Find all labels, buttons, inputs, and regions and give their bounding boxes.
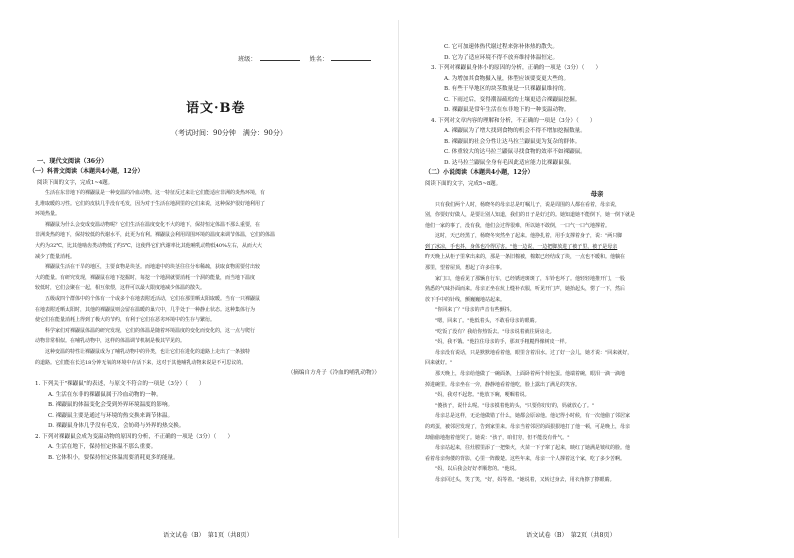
passage-line: "妈，以后我会好好孝顺您的。"他说。 [435,466,520,473]
passage-line: 却偷偷地抱着他哭了。她说："孩子，咱们穷，但不能没有骨气。" [425,434,570,441]
q4-option-d[interactable]: D. 达马拉兰鼹鼠全身有毛因此适应能力比裸鼹鼠强。 [444,159,575,166]
passage-line: 大的能量。有研究发现，裸鼹鼠在地下挖掘时，每挖一个地洞就要消耗一个洞的能量，而当地下温度 [35,274,256,281]
passage-line: 他们一家的事了，没有我，他们会过得很难，所以她不敢倒，一口气一口气地撑着。 [425,222,611,229]
passage-intro: 阅读下面的文字，完成1~4题。 [37,179,114,186]
q1-option-d[interactable]: D. 裸鼹鼠身体几乎没有毛发，会妨碍与外界的热交换。 [48,423,185,430]
passage-line: 别，你要好好做人，是要让别人知道，我们的日子是好过的。她知道她不能倒下，她一倒下就是 [425,212,636,219]
passage-line: 母亲总是这样，无论他做错了什么，她都会原谅他。他记得小时候，有一次他偷了邻居家 [435,413,631,420]
q1-option-a[interactable]: A. 生活在东非的裸鼹鼠属于冷血动物的一种。 [48,391,162,398]
passage-line: 环境热量。 [35,211,61,218]
question-4: 4. 下列对文章内容的理解和分析，不正确的一项是（3分）（ ） [431,117,596,124]
question-2: 2. 下列对裸鼹鼠会成为变温动物的原因的分析，不正确的一项是（3分）（ ） [35,433,234,440]
passage-line: 五级或四个群体中的个体有一个或多个在地表附近活动，它们在那里晒太阳取暖。当有一只裸鼹鼠 [45,295,261,302]
q2-option-b[interactable]: B. 它体积小，要保持恒定体温需要消耗更多的能量。 [48,454,179,461]
question-3: 3. 下列对裸鼹鼠身体小的原因的分析，正确的一项是（3分）（ ） [431,65,602,71]
passage-line: 在地表附近晒太阳时，其他的裸鼹鼠则会留在温暖的巢穴中，几乎处于一种静止状态。这种集体行为 [35,306,256,313]
passage-line: 这时，天已经黑了，杨晓冬突然坐了起来。他挣扎着，用手支撑着身子，说："两只脚 [435,233,623,240]
q2-option-a[interactable]: A. 生活在地下，保持恒定体温不那么重要。 [48,444,157,451]
page-footer: 语文试卷（B） 第2页（共8页） [526,532,616,539]
passage-line: 裸鼹鼠为什么会变成变温动物呢？它们生活在温度变化不大的地下，保持恒定体温不那么重要，在 [45,221,261,228]
right-content [404,42,790,486]
exam-info: （考试时间：90分钟 满分：90分） [171,129,287,137]
passage-line: 动物非常相似。在哺乳动物中，这样的体温调节机制是极其罕见的。 [35,338,186,345]
passage-line: 家门口，他看见了那辆自行车，已经锈迹斑斑了，车铃也坏了。他轻轻地推开门，一股 [435,275,626,282]
passage-line: 母亲没有说话，只是默默地看着他，眼里含着泪水。过了好一会儿，她才说："回来就好， [435,349,633,356]
q3-option-a[interactable]: A. 为增加其食物摄入量，体型应该要变更大些的。 [444,75,570,82]
q4-option-b[interactable]: B. 裸鼹鼠的社会分性让达马拉兰鼹鼠更为复杂的群体。 [444,138,581,145]
q2-option-d[interactable]: D. 它为了适应环境不得不放弃维持体温恒定。 [444,54,559,61]
q3-option-c[interactable]: C. 下雨过后，变得潮湿疏松的土壤更适合裸鼹鼠挖掘。 [444,96,581,103]
story-title: 母亲 [590,190,604,198]
left-content [8,156,394,463]
class-blank [260,54,300,61]
passage-line: 使它们在能量消耗上得到了极大的节约，有利于它们在恶劣环境中的生存与繁衍。 [35,317,216,324]
passage-line: 生活在东非地下的裸鼹鼠是一种变温的冷血动物。这一特征反过来让它们能适应非洲的炎热环境，有 [45,190,266,196]
student-info [238,54,379,63]
page-title: 语文·B卷 [186,101,246,116]
passage-line: 扎堆取暖的习性。它们的皮肤几乎没有毛发，因为对于生活在地洞里的它们来说，这种保护很好地利用了 [35,200,266,207]
passage-line: 只有我们两个人时，杨晓冬的母亲总是叮嘱儿子，说是周围的人都在看着，母亲说， [435,201,621,208]
page-divider [398,20,399,538]
passage-line: 减少了能量消耗。 [35,253,76,260]
story-passage [404,200,790,486]
page-footer: 语文试卷（B） 第1页（共8页） [163,532,253,539]
passage-line: 大约为32℃，比其他啮齿类动物低了约5℃，这使得它们代谢率比其他哺乳动物低40%左右，从而大大 [35,242,262,249]
q4-option-c[interactable]: C. 体重较大的达马拉兰鼹鼠寻找食物的效率不如裸鼹鼠。 [444,149,586,155]
passage-line: "妈，我不饿。"他拉住母亲的手，那双手粗糙得像树皮一样。 [435,339,570,346]
part-heading: （二）小说阅读（本题共4小题，12分） [425,169,534,176]
section-heading: 一、现代文阅读（36分） [37,158,108,165]
passage-line: 掉进碗里。母亲坐在一旁，静静地看着他吃，脸上露出了满足的笑容。 [425,381,581,388]
q1-option-c[interactable]: C. 裸鼹鼠主要是通过与环境的热交换来调节体温。 [48,412,174,419]
q3-option-d[interactable]: D. 裸鼹鼠是常年生活在东非地下的一种变温动物。 [444,107,570,113]
passage-line: 科学家们对裸鼹鼠体温的研究发现，它们的体温是随着环境温度的变化而变化的，这一点与爬行 [45,327,256,334]
passage-source: （摘编自方舟子《冷血的哺乳动物》） [287,370,380,377]
passage-line: 非洲炎热的地下，保持较低的代谢水平，此更为有利。裸鼹鼠会利用周围环境的温度来调节体温，它们的体温 [35,232,276,239]
passage-line: 到了冰凉，手也抖，身体也冷得厉害。"他一边说，一边把脚放进了被子里，被子是母亲 [425,243,618,250]
passage [8,188,394,368]
name-label: 姓名： [309,56,329,63]
left-page [8,0,394,558]
right-page [404,0,790,558]
passage-line: 那天晚上，母亲给他做了一碗面条，上面卧着两个荷包蛋。他端着碗，眼泪一滴一滴地 [435,371,626,377]
passage-line: 的鸡蛋，被邻居发现了，告到家里来。母亲当着邻居的面狠狠地打了他一顿，可是晚上，母亲 [425,423,631,430]
passage-line: 那里，望着屋顶，想起了许多往事。 [425,265,506,272]
passage-line: "嗯，回来了。"他低着头，不敢看母亲的眼睛。 [435,318,540,325]
passage-line: 昨天晚上从柜子里拿出来的，那是一条旧棉被，棉絮已经结成了块，一点也不暖和。他躺在 [425,254,626,261]
passage-line: 裸鼹鼠生活在干旱的地区，主要食物是块茎。而地道中的块茎往往分布稀疏，获取食物需要付出较 [45,264,261,271]
passage-line: 较低时，它们会聚在一起，相互依偎，这样可以最大限度地减少体温的散失。 [35,285,206,292]
passage-line: 的道路。它们能在长达18分钟无氧的环境中存活下来，这对于其他哺乳动物来说是不可思议的。 [35,359,247,366]
passage-line: 这种变温的特性让裸鼹鼠成为了哺乳动物中的异类，也让它们在进化的道路上走出了一条独特 [45,348,251,355]
passage-line: "你回来了？"母亲的声音有些颤抖。 [435,307,515,314]
passage-line: 看着母亲佝偻的背影，心里一阵酸楚。这些年来，母亲一个人撑着这个家，吃了多少苦啊。 [425,455,626,462]
passage-intro: 阅读下面的文字，完成5~8题。 [425,180,502,187]
question-1: 1. 下列关于"裸鼹鼠"的表述，与原文不符合的一项是（3分）（ ） [35,381,205,388]
name-blank [331,54,371,61]
q2-option-c[interactable]: C. 它可加速体热代谢过程来弥补体热的散失。 [444,44,558,50]
passage-line: 放下手中的针线，颤巍巍地站起来。 [425,296,506,303]
part-heading: （一）科普文阅读（本题共4小题，12分） [29,168,144,175]
passage-line: 熟悉的气味扑面而来。母亲正坐在炕上缝补衣服，听见开门声，她抬起头，愣了一下，然后 [425,286,626,293]
passage-line: 母亲回过头，笑了笑，"好，妈等着。"她说着，又转过身去，用衣角擦了擦眼睛。 [435,476,615,483]
passage-line: "吃饭了没有？我给你热饭去。"母亲说着就往厨房走。 [435,328,555,335]
q3-option-b[interactable]: B. 有些干旱地区的块茎数量是一只裸鼹鼠维持的。 [444,86,570,92]
passage-line: 母亲站起来，往灶膛里添了一把柴火，火苗一下子窜了起来，映红了她满是皱纹的脸。他 [435,445,631,452]
q4-option-a[interactable]: A. 裸鼹鼠为了增大找到食物的机会不得不增加挖掘数量。 [444,128,586,134]
class-label: 班级： [238,56,257,63]
passage-line: "妈，我对不起您。"他放下碗，哽咽着说。 [435,392,530,399]
passage-line: 回来就好。" [425,360,453,367]
q1-option-b[interactable]: B. 裸鼹鼠的体温变化会受到外界环境温度的影响。 [48,402,174,409]
passage-line: "傻孩子，说什么呢。"母亲摸着他的头，"只要你好好的，妈就放心了。" [435,402,595,409]
